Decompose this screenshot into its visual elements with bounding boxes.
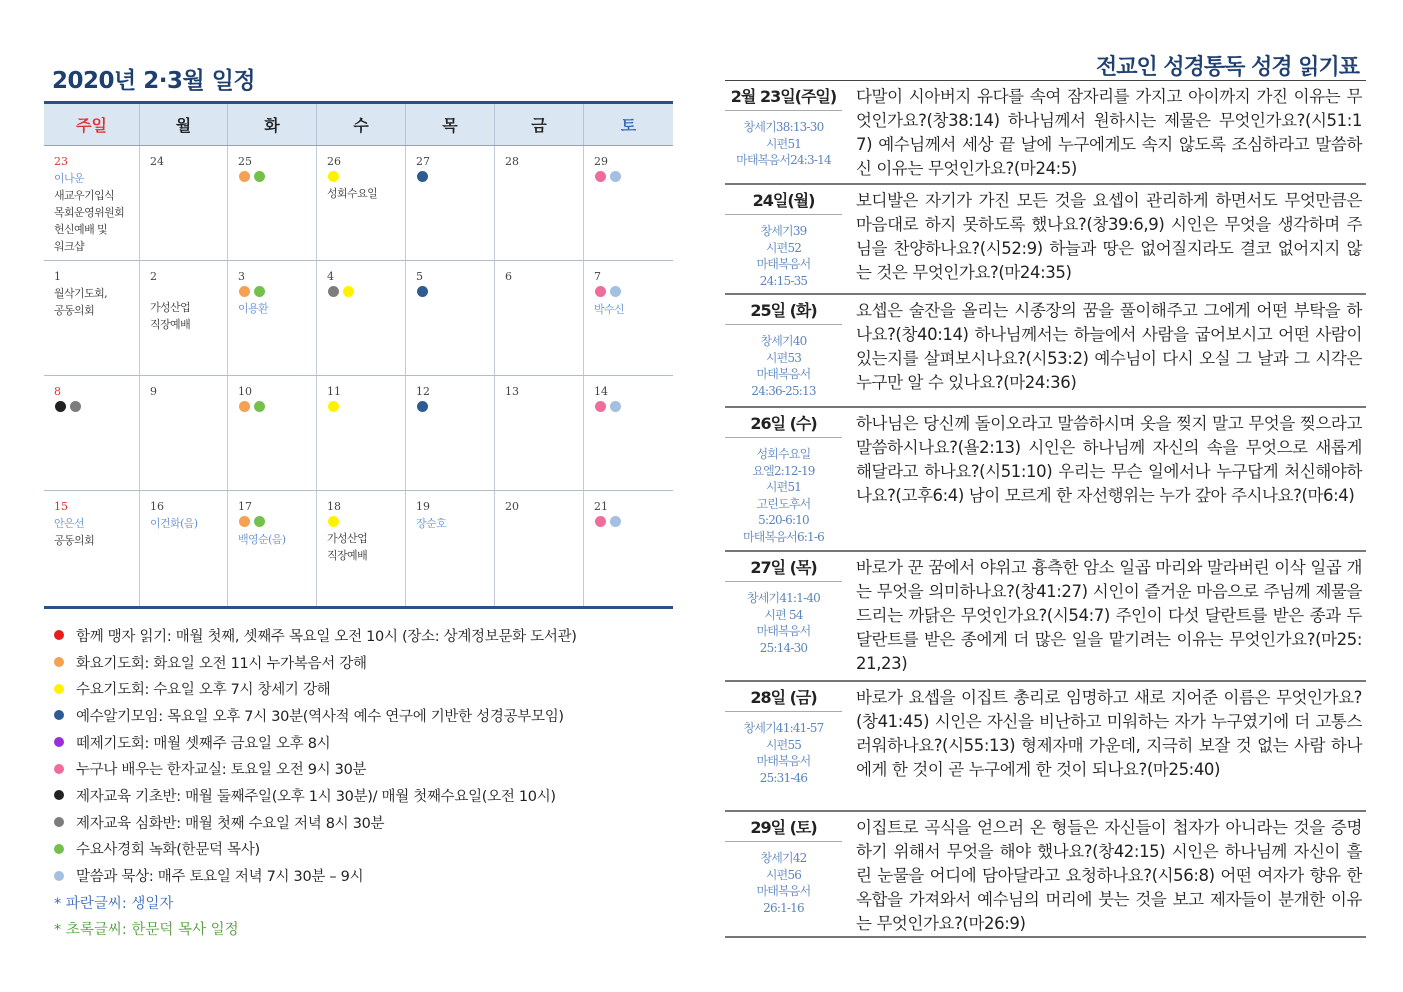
calendar-day-cell xyxy=(406,376,495,490)
black-dot-icon xyxy=(54,790,64,800)
reading-date: 28일 (금) xyxy=(725,682,842,712)
yellow-dot-icon xyxy=(328,516,339,527)
black-dot-icon xyxy=(55,401,66,412)
event-note: 새교우기입식 xyxy=(54,189,115,202)
yellow-dot-icon xyxy=(343,286,354,297)
birthday-note: 백영순(음) xyxy=(238,533,286,546)
day-number: 2 xyxy=(150,270,157,283)
gray-dot-icon xyxy=(54,817,64,827)
legend-item xyxy=(54,649,577,676)
orange-dot-icon xyxy=(239,516,250,527)
day-number: 24 xyxy=(150,155,164,168)
calendar-week xyxy=(44,261,673,376)
ref-line: 고린도후서 xyxy=(756,496,811,511)
legend-text: 말씀과 묵상: 매주 토요일 저녁 7시 30분 – 9시 xyxy=(76,869,364,886)
yellow-dot-icon xyxy=(328,401,339,412)
calendar-day-cell xyxy=(317,146,406,260)
orange-dot-icon xyxy=(239,401,250,412)
day-number: 7 xyxy=(594,270,601,283)
day-number: 20 xyxy=(505,500,519,513)
day-number: 17 xyxy=(238,500,252,513)
reading-refs xyxy=(725,111,842,169)
ref-line: 마태복음서 xyxy=(756,624,811,638)
weekday-mon: 월 xyxy=(140,104,228,145)
pink-dot-icon xyxy=(595,516,606,527)
calendar-day-cell xyxy=(228,261,317,375)
gray-dot-icon xyxy=(328,286,339,297)
ref-line: 시편55 xyxy=(765,737,802,752)
day-number: 27 xyxy=(416,155,430,168)
pink-dot-icon xyxy=(595,286,606,297)
reading-refs xyxy=(725,712,842,786)
day-number: 3 xyxy=(238,270,245,283)
lightblue-dot-icon xyxy=(610,171,621,182)
green-dot-icon xyxy=(254,171,265,182)
calendar-day-cell xyxy=(228,376,317,490)
legend-item xyxy=(54,836,577,863)
calendar-day-cell xyxy=(44,491,140,606)
calendar-day-cell xyxy=(140,376,228,490)
day-number: 15 xyxy=(54,500,68,513)
lightblue-dot-icon xyxy=(610,401,621,412)
reading-entry xyxy=(725,812,1366,938)
ref-line: 성회수요일 xyxy=(756,447,811,461)
calendar-day-cell xyxy=(317,261,406,375)
day-number: 16 xyxy=(150,500,164,513)
event-note: 워크샵 xyxy=(54,240,85,253)
reading-date: 2월 23일(주일) xyxy=(725,81,842,111)
reading-entry xyxy=(725,185,1366,295)
weekday-sun: 주일 xyxy=(44,104,140,145)
event-note: 목회운영위원회 xyxy=(54,206,125,219)
reading-question: 바로가 요셉을 이집트 총리로 임명하고 새로 지어준 이름은 무엇인가요?(창41:45) 시인은 자신을 비난하고 미워하는 자가 누구였기에 더 고통스러워하나요?(시55:13) 형제자매 가운데, 지극히 보잘 것 없는 사람 하나에게 한 것이 곧 누구에게 한 것이 되나요?(마25:40) xyxy=(856,688,1362,779)
pink-dot-icon xyxy=(595,401,606,412)
birthday-note: 이건화(음) xyxy=(150,517,198,530)
ref-line: 25:31-46 xyxy=(759,770,808,785)
event-note: 성회수요일 xyxy=(327,187,378,200)
ref-line: 창세기40 xyxy=(760,334,807,348)
navy-dot-icon xyxy=(417,171,428,182)
calendar-day-cell xyxy=(228,491,317,606)
ref-line: 창세기41:1-40 xyxy=(746,591,821,605)
pink-dot-icon xyxy=(595,171,606,182)
legend-item xyxy=(54,729,577,756)
legend-text: 수요기도회: 수요일 오후 7시 창세기 강해 xyxy=(76,682,331,699)
gray-dot-icon xyxy=(70,401,81,412)
calendar-day-cell xyxy=(140,146,228,260)
reading-refs xyxy=(725,842,842,916)
day-number: 23 xyxy=(54,155,68,168)
birthday-note: 박수신 xyxy=(594,303,625,316)
lightblue-dot-icon xyxy=(54,871,64,881)
legend-item xyxy=(54,675,577,702)
calendar-day-cell xyxy=(140,261,228,375)
reading-refs xyxy=(725,215,842,289)
calendar-day-cell xyxy=(317,491,406,606)
lightblue-dot-icon xyxy=(610,516,621,527)
legend-item xyxy=(54,809,577,836)
ref-line: 창세기41:41-57 xyxy=(743,721,824,735)
yellow-dot-icon xyxy=(54,684,64,694)
event-note: 가성산업 xyxy=(327,532,368,545)
ref-line: 시편 54 xyxy=(764,607,803,622)
calendar-grid xyxy=(44,101,673,609)
legend-item xyxy=(54,702,577,729)
ref-line: 시편52 xyxy=(765,240,802,255)
green-dot-icon xyxy=(254,286,265,297)
day-number: 29 xyxy=(594,155,608,168)
day-number: 1 xyxy=(54,270,61,283)
legend-text: 제자교육 심화반: 매월 첫째 수요일 저녁 8시 30분 xyxy=(76,815,385,832)
reading-question: 요셉은 술잔을 올리는 시종장의 꿈을 풀이해주고 그에게 어떤 부탁을 하나요?(창40:14) 하나님께서는 하늘에서 사람을 굽어보시고 어떤 사람이 있는지를 살펴보시나요?(시53:2) 예수님이 다시 오실 그 날과 그 시각은 누구만 알 수 있나요?(마24:36) xyxy=(856,301,1362,392)
reading-date: 29일 (토) xyxy=(725,812,842,842)
calendar-day-cell xyxy=(495,491,584,606)
reading-date: 27일 (목) xyxy=(725,552,842,582)
weekday-sat: 토 xyxy=(620,116,637,135)
ref-line: 25:14-30 xyxy=(759,640,808,655)
day-number: 26 xyxy=(327,155,341,168)
reading-date: 24일(월) xyxy=(725,185,842,215)
reading-entry xyxy=(725,682,1366,812)
day-number: 25 xyxy=(238,155,252,168)
red-dot-icon xyxy=(54,630,64,640)
reading-question: 보디발은 자기가 가진 모든 것을 요셉이 관리하게 하면서도 무엇만큼은 마음대로 하지 못하도록 했나요?(창39:6,9) 시인은 무엇을 생각하며 주님을 찬양하나요?(시52:9) 하늘과 땅은 없어질지라도 결코 없어지지 않는 것은 무엇인가요?(마24:35) xyxy=(856,191,1362,282)
day-number: 13 xyxy=(505,385,519,398)
weekday-tue: 화 xyxy=(228,104,317,145)
legend-text: 함께 맹자 읽기: 매월 첫째, 셋째주 목요일 오전 10시 (장소: 상계정보문화 도서관) xyxy=(76,628,577,645)
reading-title: 전교인 성경통독 성경 읽기표 xyxy=(1095,55,1359,80)
day-number: 11 xyxy=(327,385,341,398)
day-number: 8 xyxy=(54,385,61,398)
legend-item xyxy=(54,862,577,889)
calendar-day-cell xyxy=(584,376,673,490)
orange-dot-icon xyxy=(54,657,64,667)
ref-line: 5:20-6:10 xyxy=(758,513,809,527)
calendar-week xyxy=(44,376,673,491)
legend-note-birthday: * 파란글씨: 생일자 xyxy=(54,895,174,912)
ref-line: 창세기38:13-30 xyxy=(743,120,824,134)
day-number: 4 xyxy=(327,270,334,283)
legend-text: 누구나 배우는 한자교실: 토요일 오전 9시 30분 xyxy=(76,762,367,779)
ref-line: 시편51 xyxy=(765,136,802,151)
day-number: 9 xyxy=(150,385,157,398)
calendar-day-cell xyxy=(495,376,584,490)
calendar-day-cell xyxy=(406,146,495,260)
day-number: 28 xyxy=(505,155,519,168)
legend-text: 화요기도회: 화요일 오전 11시 누가복음서 강해 xyxy=(76,655,367,672)
reading-entry xyxy=(725,552,1366,682)
ref-line: 마태복음서6:1-6 xyxy=(743,529,824,544)
event-note: 직장예배 xyxy=(150,318,191,331)
reading-entry xyxy=(725,295,1366,408)
legend-item xyxy=(54,755,577,782)
event-note: 공동의회 xyxy=(54,304,95,317)
reading-entry xyxy=(725,81,1366,185)
calendar-day-cell xyxy=(584,261,673,375)
ref-line: 마태복음서 xyxy=(756,367,811,381)
calendar-day-cell xyxy=(44,146,140,260)
reading-question: 하나님은 당신께 돌이오라고 말씀하시며 옷을 찢지 말고 무엇을 찢으라고 말씀하시나요?(욜2:13) 시인은 하나님께 자신의 속을 무엇으로 새롭게 해달라고 하나요?(시51:10) 우리는 무슨 일에서나 누구답게 처신해야하나요?(고후6:4) 남이 모르게 한 자선행위는 누가 갚아 주시나요?(마6:4) xyxy=(856,414,1362,505)
navy-dot-icon xyxy=(417,286,428,297)
ref-line: 26:1-16 xyxy=(763,900,804,915)
birthday-note: 장순호 xyxy=(416,517,447,530)
pink-dot-icon xyxy=(54,764,64,774)
calendar-day-cell xyxy=(228,146,317,260)
navy-dot-icon xyxy=(417,401,428,412)
day-number: 10 xyxy=(238,385,252,398)
green-dot-icon xyxy=(54,844,64,854)
calendar-day-cell xyxy=(584,491,673,606)
reading-table xyxy=(725,80,1366,938)
day-number: 18 xyxy=(327,500,341,513)
reading-refs xyxy=(725,582,842,656)
legend-text: 수요사경회 녹화(한문덕 목사) xyxy=(76,842,260,859)
calendar-title: 2020년 2·3월 일정 xyxy=(52,68,256,94)
ref-line: 24:15-35 xyxy=(759,273,808,288)
calendar-legend xyxy=(54,622,577,942)
event-note: 직장예배 xyxy=(327,549,368,562)
ref-line: 시편53 xyxy=(765,350,802,365)
reading-refs xyxy=(725,325,842,399)
green-dot-icon xyxy=(254,516,265,527)
reading-date: 26일 (수) xyxy=(725,408,842,438)
calendar-day-cell xyxy=(44,261,140,375)
event-note: 월삭기도회, xyxy=(54,287,108,300)
event-note: 가성산업 xyxy=(150,301,191,314)
legend-text: 떼제기도회: 매월 셋째주 금요일 오후 8시 xyxy=(76,735,331,752)
calendar-weekday-header xyxy=(44,104,673,146)
ref-line: 창세기39 xyxy=(760,224,807,238)
orange-dot-icon xyxy=(239,286,250,297)
green-dot-icon xyxy=(254,401,265,412)
calendar-day-cell xyxy=(44,376,140,490)
calendar-day-cell xyxy=(140,491,228,606)
day-number: 21 xyxy=(594,500,608,513)
ref-line: 24:36-25:13 xyxy=(751,383,816,398)
calendar-day-cell xyxy=(406,261,495,375)
orange-dot-icon xyxy=(239,171,250,182)
ref-line: 시편51 xyxy=(765,480,802,494)
ref-line: 마태복음서 xyxy=(756,884,811,898)
weekday-wed: 수 xyxy=(317,104,406,145)
reading-question: 바로가 꾼 꿈에서 야위고 흉측한 암소 일곱 마리와 말라버린 이삭 일곱 개는 무엇을 의미하나요?(창41:27) 시인이 즐거운 마음으로 주님께 제물을 드리는 까닭은 무엇인가요?(시54:7) 주인이 다섯 달란트를 받은 종과 두 달란트를 받은 종에게 더 많은 일을 맡기려는 이유는 무엇인가요?(마25:21,23) xyxy=(856,558,1362,673)
ref-line: 요엘2:12-19 xyxy=(752,463,815,478)
ref-line: 마태복음서 xyxy=(756,257,811,271)
birthday-note: 이용환 xyxy=(238,302,269,315)
weekday-fri: 금 xyxy=(495,104,584,145)
calendar-week xyxy=(44,491,673,606)
lightblue-dot-icon xyxy=(610,286,621,297)
day-number: 19 xyxy=(416,500,430,513)
day-number: 12 xyxy=(416,385,430,398)
ref-line: 창세기42 xyxy=(760,851,807,865)
legend-text: 예수알기모임: 목요일 오후 7시 30분(역사적 예수 연구에 기반한 성경공부모임) xyxy=(76,708,564,725)
navy-dot-icon xyxy=(54,710,64,720)
weekday-thu: 목 xyxy=(406,104,495,145)
reading-question: 다말이 시아버지 유다를 속여 잠자리를 가지고 아이까지 가진 이유는 무엇인가요?(창38:14) 하나님께서 원하시는 제물은 무엇인가요?(시51:17) 예수님께서 세상 끝 날에 누구에게도 속지 않도록 조심하라고 말씀하신 이유는 무엇인가요?(마24:5) xyxy=(856,87,1362,178)
ref-line: 시편56 xyxy=(765,867,802,882)
calendar-day-cell xyxy=(584,146,673,260)
birthday-note: 안은선 xyxy=(54,517,85,530)
purple-dot-icon xyxy=(54,737,64,747)
calendar-day-cell xyxy=(317,376,406,490)
day-number: 6 xyxy=(505,270,512,283)
legend-text: 제자교육 기초반: 매월 둘째주일(오후 1시 30분)/ 매월 첫째수요일(오전 10시) xyxy=(76,788,556,805)
calendar-day-cell xyxy=(406,491,495,606)
day-number: 14 xyxy=(594,385,608,398)
reading-date: 25일 (화) xyxy=(725,295,842,325)
legend-item xyxy=(54,622,577,649)
ref-line: 마태복음서 xyxy=(756,754,811,768)
ref-line: 마태복음서24:3-14 xyxy=(736,153,831,167)
reading-refs xyxy=(725,438,842,545)
birthday-note: 이나운 xyxy=(54,172,85,185)
day-number: 5 xyxy=(416,270,423,283)
yellow-dot-icon xyxy=(328,171,339,182)
reading-entry xyxy=(725,408,1366,552)
legend-item xyxy=(54,782,577,809)
event-note: 공동의회 xyxy=(54,534,95,547)
legend-note-pastor: * 초록글씨: 한문덕 목사 일정 xyxy=(54,922,239,939)
reading-question: 이집트로 곡식을 얻으러 온 형들은 자신들이 첩자가 아니라는 것을 증명하기 위해서 무엇을 해야 했나요?(창42:15) 시인은 하나님께 자신이 흘린 눈물을 어디에 담아달라고 요청하나요?(시56:8) 어떤 여자가 향유 한 옥합을 가져와서 예수님의 머리에 붓는 것을 보고 제자들이 분개한 이유는 무엇인가요?(마26:9) xyxy=(856,818,1362,933)
event-note: 헌신예배 및 xyxy=(54,223,108,236)
calendar-week xyxy=(44,146,673,261)
calendar-day-cell xyxy=(495,261,584,375)
calendar-day-cell xyxy=(495,146,584,260)
